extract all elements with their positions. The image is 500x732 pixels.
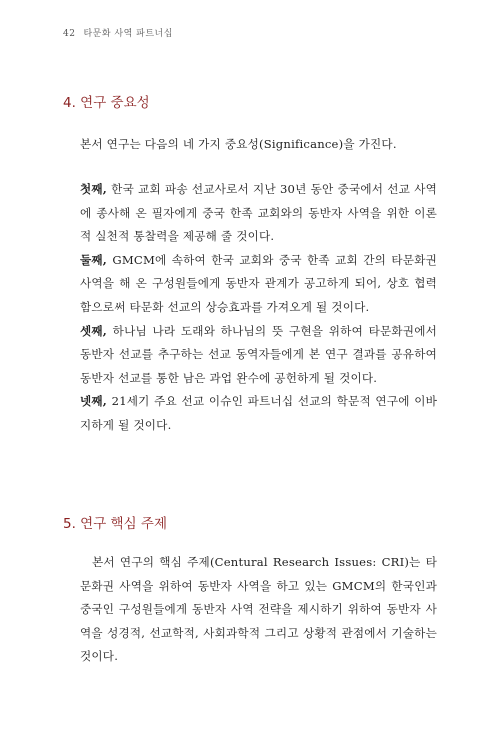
point-text: 한국 교회 파송 선교사로서 지난 30년 동안 중국에서 선교 사역에 종사해 온 필자에게 중국 한족 교회와의 동반자 사역을 위한 이론적 실천적 통찰력을 제공해 줄 것이다. [80, 182, 437, 244]
section-5-heading: 5. 연구 핵심 주제 [63, 516, 167, 532]
point-text: GMCM에 속하여 한국 교회와 중국 한족 교회 간의 타문화권 사역을 해 온 구성원들에게 동반자 관계가 공고하게 되어, 상호 협력함으로써 타문화 선교의 상승효과를 가져오게 될 것이다. [80, 252, 437, 314]
running-head [63, 26, 173, 39]
significance-point-3 [80, 320, 437, 391]
significance-point-4 [80, 390, 437, 437]
significance-point-1 [80, 178, 437, 249]
section-4-intro: 본서 연구는 다음의 네 가지 중요성(Significance)을 가진다. [80, 137, 397, 151]
significance-list [80, 178, 437, 438]
point-lead: 첫째, [80, 182, 108, 196]
point-text: 하나님 나라 도래와 하나님의 뜻 구현을 위하여 타문화권에서 동반자 선교를 추구하는 선교 동역자들에게 본 연구 결과를 공유하여 동반자 선교를 통한 남은 과업 완수에 공헌하게 될 것이다. [80, 323, 437, 385]
point-lead: 둘째, [80, 252, 108, 267]
point-lead: 셋째, [80, 323, 108, 338]
page-number: 42 [63, 29, 76, 39]
point-lead: 넷째, [80, 394, 108, 409]
section-4-heading: 4. 연구 중요성 [63, 95, 150, 111]
section-5-body: 본서 연구의 핵심 주제(Centural Research Issues: CRI)는 타문화권 사역을 위하여 동반자 사역을 하고 있는 GMCM의 한국인과 중국인 구성원들에게 동반자 사역 전략을 제시하기 위하여 동반자 사역을 성경적, 선교학적, 사회과학적 그리고 상황적 관점에서 기술하는 것이다. [80, 555, 437, 664]
point-text: 21세기 주요 선교 이슈인 파트너십 선교의 학문적 연구에 이바지하게 될 것이다. [80, 394, 437, 432]
book-title: 타문화 사역 파트너십 [83, 29, 173, 39]
significance-point-2 [80, 249, 437, 320]
